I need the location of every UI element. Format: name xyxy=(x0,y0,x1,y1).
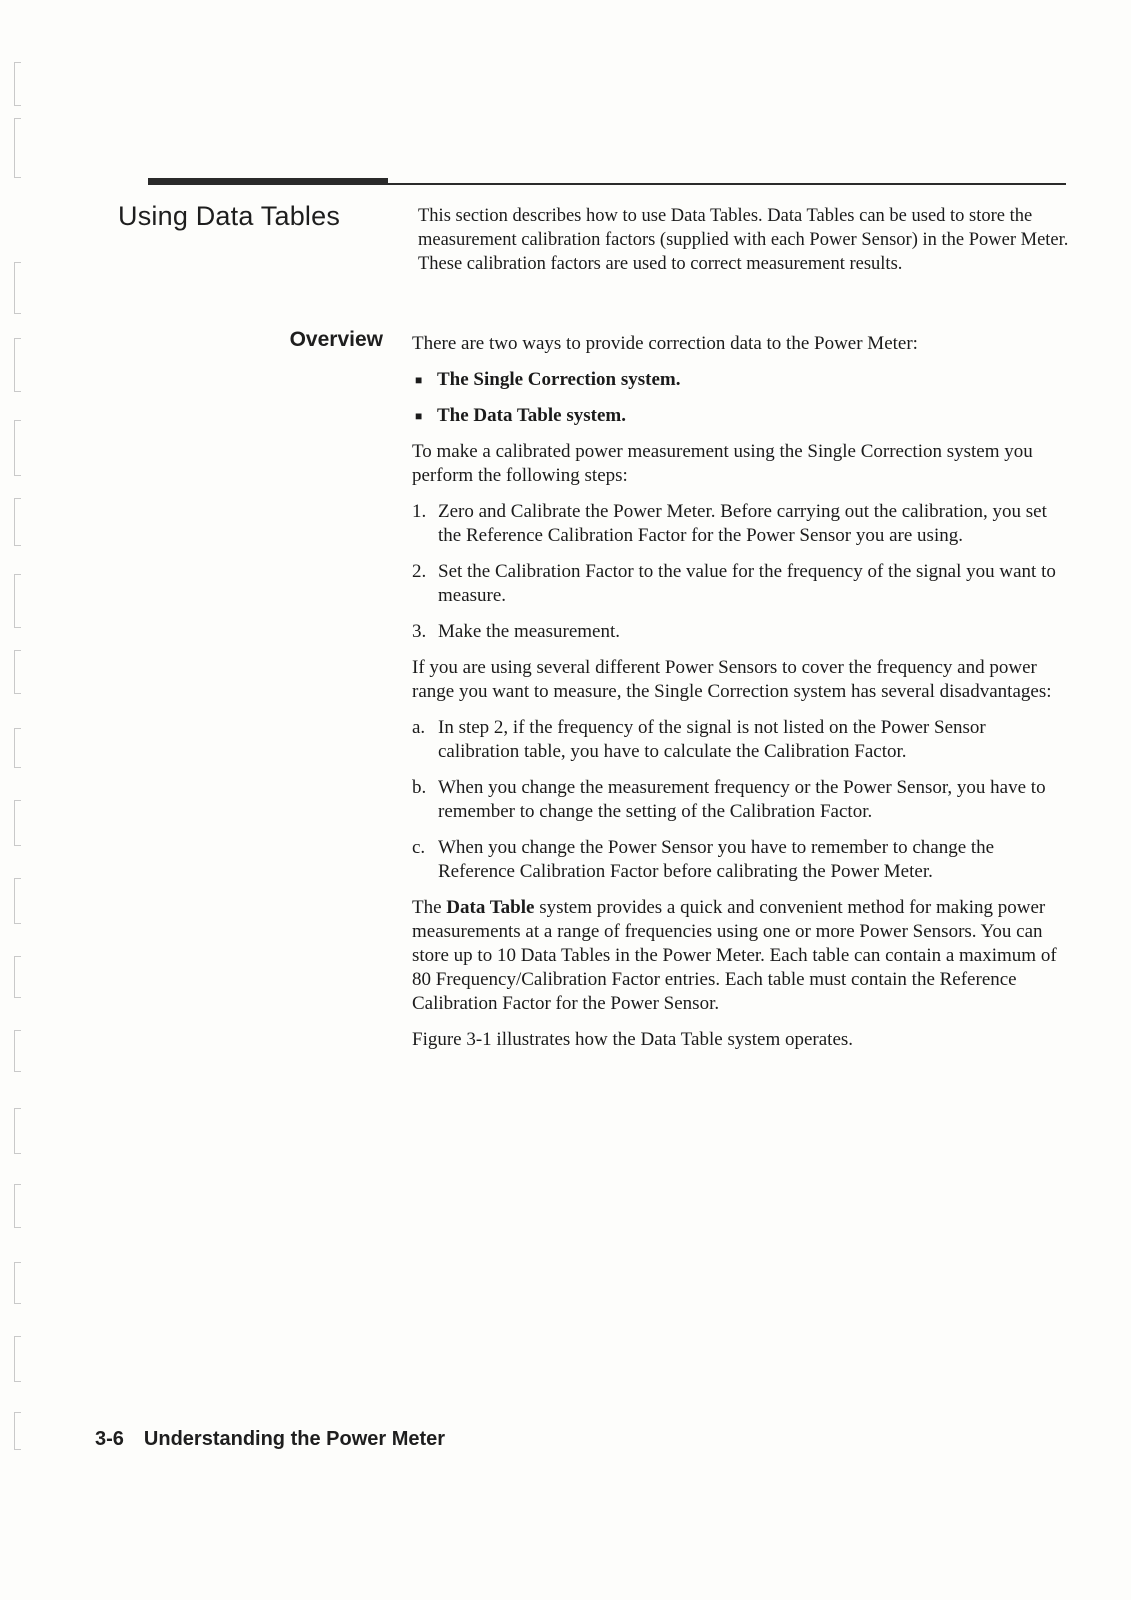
page-footer xyxy=(95,1428,445,1451)
intro-paragraph: This section describes how to use Data Tables. Data Tables can be used to store the measurement calibration factors (supplied with each Power Sensor) in the Power Meter. These calibration factors are used to correct measurement results. xyxy=(418,206,1069,274)
step-number: 3. xyxy=(412,621,427,642)
item-letter: b. xyxy=(412,777,427,798)
section-title: Using Data Tables xyxy=(118,201,341,231)
step-number: 1. xyxy=(412,501,427,522)
step-text: Set the Calibration Factor to the value for the frequency of the signal you want to measure. xyxy=(438,561,1056,606)
overview-body xyxy=(412,332,1070,1064)
item-letter: c. xyxy=(412,837,426,858)
item-text: When you change the measurement frequency or the Power Sensor, you have to remember to change the setting of the Calibration Factor. xyxy=(438,777,1046,822)
step-text: Make the measurement. xyxy=(438,621,621,642)
list-item xyxy=(412,404,1070,428)
step-text: Zero and Calibrate the Power Meter. Before carrying out the calibration, you set the Reference Calibration Factor for the Power Sensor you are using. xyxy=(438,501,1047,546)
chapter-title: Understanding the Power Meter xyxy=(143,1428,446,1450)
step-item xyxy=(412,560,1070,608)
para-bold-term: Data Table xyxy=(446,897,535,918)
step-number: 2. xyxy=(412,561,427,582)
bullet-icon: ■ xyxy=(415,409,423,423)
data-table-paragraph xyxy=(412,896,1070,1016)
bullet-text: The Single Correction system. xyxy=(437,369,681,390)
step-item xyxy=(412,620,1070,644)
para-prefix: The xyxy=(412,897,447,918)
item-letter: a. xyxy=(412,717,426,738)
page-number: 3-6 xyxy=(95,1428,124,1450)
step-item xyxy=(412,500,1070,548)
steps-list xyxy=(412,500,1070,644)
figure-reference: Figure 3-1 illustrates how the Data Table system operates. xyxy=(412,1029,854,1050)
overview-heading: Overview xyxy=(289,328,383,351)
bullet-text: The Data Table system. xyxy=(437,405,626,426)
para-suffix: system provides a quick and convenient method for making power measurements at a range of frequencies using one or more Power Sensors. You can store up to 10 Data Tables in the Power Meter. Each table can contain a maximum of 80 Frequency/Calibration Factor entries. Each table must contain the Reference Calibration Factor for the Power Sensor. xyxy=(412,897,1057,1014)
steps-intro: To make a calibrated power measurement using the Single Correction system you perform the following steps: xyxy=(412,441,1033,486)
disadvantage-item xyxy=(412,716,1070,764)
disadvantage-item xyxy=(412,836,1070,884)
item-text: In step 2, if the frequency of the signal is not listed on the Power Sensor calibration table, you have to calculate the Calibration Factor. xyxy=(438,717,986,762)
item-text: When you change the Power Sensor you have to remember to change the Reference Calibration Factor before calibrating the Power Meter. xyxy=(438,837,995,882)
disadvantages-list xyxy=(412,716,1070,884)
section-rule xyxy=(148,183,1066,185)
correction-methods-list xyxy=(412,368,1070,428)
list-item xyxy=(412,368,1070,392)
disadvantages-intro: If you are using several different Power Sensors to cover the frequency and power range you want to measure, the Single Correction system has several disadvantages: xyxy=(412,657,1052,702)
bullet-icon: ■ xyxy=(415,373,423,387)
overview-lead: There are two ways to provide correction data to the Power Meter: xyxy=(412,333,918,354)
disadvantage-item xyxy=(412,776,1070,824)
binder-edge xyxy=(0,0,40,1600)
